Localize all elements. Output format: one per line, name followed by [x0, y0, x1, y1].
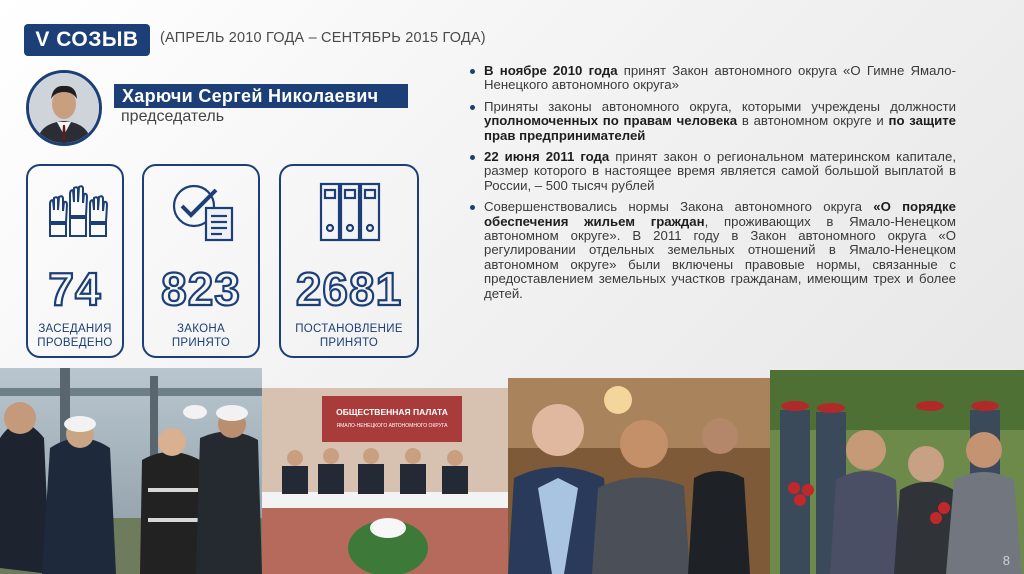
stat-card-resolutions	[279, 164, 419, 358]
raised-hands-icon	[28, 180, 122, 244]
photo-public-chamber-meeting	[262, 388, 508, 574]
stat-label: ЗАСЕДАНИЯ ПРОВЕДЕНО	[37, 323, 113, 349]
stat-value: 2681	[295, 263, 403, 315]
stat-label: ПОСТАНОВЛЕНИЕ ПРИНЯТО	[295, 323, 403, 349]
term-period: (АПРЕЛЬ 2010 ГОДА – СЕНТЯБРЬ 2015 ГОДА)	[160, 30, 486, 46]
banner-subtitle: ЯМАЛО-НЕНЕЦКОГО АВТОНОМНОГО ОКРУГА	[336, 423, 448, 429]
list-item: Совершенствовались нормы Закона автономного округа «О порядке обеспечения жильем граждан, проживающих в Ямало-Ненецком автономном округе». В 2011 году в Закон автономного округа «О регулировании отдельных земельных отношений в Ямало-Ненецком автономном округе» были включены правовые нормы, связанные с предоставлением земельных участков гражданам, имеющим трех и более детей.	[470, 200, 956, 301]
binders-icon	[281, 180, 417, 244]
stat-value: 823	[161, 263, 241, 315]
checkmark-document-icon	[144, 180, 258, 244]
chairman-role: председатель	[121, 108, 225, 125]
banner-title: ОБЩЕСТВЕННАЯ ПАЛАТА	[336, 407, 448, 417]
list-item: Приняты законы автономного округа, которыми учреждены должности уполномоченных по правам человека в автономном округе и по защите прав предпринимателей	[470, 100, 956, 143]
photo-veterans-parade	[770, 370, 1024, 574]
stat-card-laws	[142, 164, 260, 358]
photo-industrial-visit	[0, 368, 262, 574]
achievements-list	[470, 64, 956, 308]
chairman-portrait	[26, 70, 102, 146]
page-number: 8	[1002, 553, 1010, 568]
list-item: В ноябре 2010 года принят Закон автономного округа «О Гимне Ямало-Ненецкого автономного округа»	[470, 64, 956, 93]
list-item: 22 июня 2011 года принят закон о региональном материнском капитале, размер которого в настоящее время является самой большой выплатой в России, – 500 тысяч рублей	[470, 150, 956, 193]
stat-card-sessions	[26, 164, 124, 358]
photo-award-ceremony	[508, 378, 770, 574]
convocation-badge: V СОЗЫВ	[24, 24, 150, 56]
chairman-name: Харючи Сергей Николаевич	[114, 84, 408, 108]
stat-label: ЗАКОНА ПРИНЯТО	[171, 323, 231, 349]
stat-value: 74	[48, 263, 102, 315]
